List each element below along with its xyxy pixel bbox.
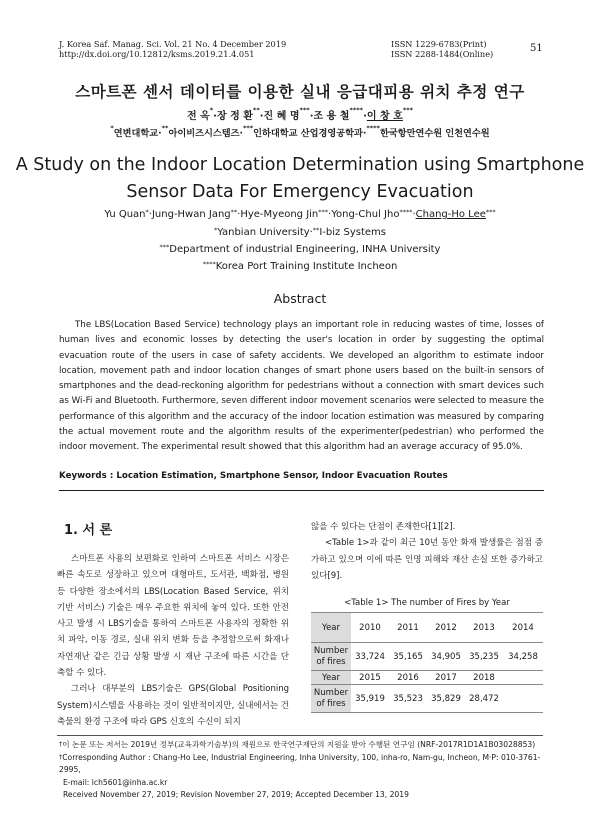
table-cell-empty	[503, 685, 543, 713]
table-cell: 2015	[351, 671, 389, 685]
table-cell: 2010	[351, 613, 389, 643]
left-column	[57, 551, 289, 730]
table-cell: 33,724	[351, 643, 389, 671]
issn-print: ISSN 1229-6783(Print)	[391, 39, 487, 49]
table-cell: 35,523	[389, 685, 427, 713]
received-dates: Received November 27, 2019; Revision November 27, 2019; Accepted December 13, 2019	[63, 790, 409, 799]
issn-online: ISSN 2288-1484(Online)	[391, 49, 494, 59]
journal-citation: J. Korea Saf. Manag. Sci. Vol. 21 No. 4 December 2019	[59, 39, 287, 49]
table-cell: 35,165	[389, 643, 427, 671]
korean-authors: 전 옥*·장 정 환**·진 혜 명***·조 용 철****·이 창 호***	[186, 106, 414, 122]
corresponding-author: Chang-Ho Lee	[415, 209, 486, 220]
table-cell: 2018	[465, 671, 503, 685]
footnotes	[59, 739, 549, 802]
table-caption: <Table 1> The number of Fires by Year	[344, 598, 510, 608]
fires-table	[311, 612, 543, 713]
table-row	[311, 613, 543, 643]
table-row	[311, 643, 543, 671]
author-ko: 전 옥	[186, 111, 210, 122]
table-cell: 2012	[427, 613, 465, 643]
table-row-header: Year	[311, 671, 351, 685]
english-affiliation-2: ***Department of industrial Engineering, INHA University	[159, 243, 441, 255]
keywords-list: Location Estimation, Smartphone Sensor, Indoor Evacuation Routes	[116, 471, 448, 481]
keywords	[59, 471, 544, 481]
table-row-header: Number of fires	[311, 685, 351, 713]
table-row	[311, 671, 543, 685]
table-cell: 2014	[503, 613, 543, 643]
korean-affiliations: *연변대학교·**아이비즈시스템즈·***인하대학교 산업경영공학과·****한국항만연수원 인천연수원	[110, 124, 490, 139]
paragraph: 스마트폰 사용의 보편화로 인하여 스마트폰 서비스 시장은 빠른 속도로 성장하고 있으며 대형마트, 도서관, 백화점, 병원 등 다양한 장소에서의 LBS(Location Based Service, 위치 기반 서비스) 기술은 매우 주요한 위치에 놓여 있다. 또한 안전사고 발생 시 LBS기술을 통하여 스마트폰 사용자의 정확한 위치 파악, 이동 경로, 실내 위치 변화 등을 추정함으로써 화재나 자연재난 같은 긴급 상황 발생 시 재난 구조에 따른 시간을 단축할 수 있다.	[57, 554, 289, 679]
abstract-body: The LBS(Location Based Service) technology plays an important role in reducing wastes of time, losses of human lives and economic losses by detecting the user's location in order by suggesting the optimal evacuation route of the users in case of safety accidents. We developed an algorithm to estimate indoor location, movement path and indoor location changes of smart phone users based on the built-in sensors of smartphones and the dead-reckoning algorithm for pedestrians without a connection with smart devices such as Wi-Fi and Bluetooth. Furthermore, seven different indoor movement scenarios were selected to measure the performance of this algorithm and the accuracy of the indoor location estimation was measured by comparing the actual movement route and the algorithm results of the experimenter(pedestrian) who performed the indoor movement. The experimental result showed that this algorithm had an average accuracy of 95.0%.	[59, 320, 544, 453]
table-cell: 2013	[465, 613, 503, 643]
english-authors: Yu Quan*·Jung-Hwan Jang**·Hye-Myeong Jin***·Yong-Chul Jho****·Chang-Ho Lee***	[104, 208, 496, 220]
table-cell: 28,472	[465, 685, 503, 713]
english-title-line-1: A Study on the Indoor Location Determination using Smartphone	[15, 155, 585, 175]
section-divider	[59, 490, 544, 491]
abstract-heading: Abstract	[273, 291, 327, 306]
author-ko: 장 정 환	[216, 111, 253, 122]
keywords-label: Keywords :	[59, 471, 117, 481]
english-affiliation-3: ****Korea Port Training Institute Incheon	[202, 260, 398, 272]
email-footnote[interactable]: E-mail: lch5601@inha.ac.kr	[63, 777, 168, 787]
page-number: 51	[530, 43, 543, 54]
table-row-header: Year	[311, 613, 351, 643]
table-cell: 35,919	[351, 685, 389, 713]
corresponding-footnote: †Corresponding Author : Chang-Ho Lee, Industrial Engineering, Inha University, 100, inha-ro, Nam-gu, Incheon, M·P: 010-3761-2995,	[59, 752, 541, 774]
author-ko-corresponding: 이 창 호	[366, 111, 403, 122]
author-ko: 조 용 철	[313, 111, 350, 122]
paragraph: 그러나 대부분의 LBS기술은 GPS(Global Positioning System)시스템을 사용하는 것이 일반적이지만, 실내에서는 건축물의 환경 구조에 따라 GPS 신호의 수신이 되지	[57, 684, 289, 727]
right-column	[311, 519, 543, 584]
table-cell: 2016	[389, 671, 427, 685]
funding-footnote: †이 논문 또는 저서는 2019년 정부(교육과학기술부)의 재원으로 한국연구재단의 지원을 받아 수행된 연구임 (NRF-2017R1D1A1B03028853)	[59, 740, 536, 749]
table-cell-empty	[503, 671, 543, 685]
paragraph-continued: 않을 수 있다는 단점이 존재한다[1][2].	[311, 522, 456, 532]
table-cell: 2011	[389, 613, 427, 643]
english-title-line-2: Sensor Data For Emergency Evacuation	[126, 182, 474, 202]
section-heading: 1. 서 론	[64, 523, 113, 538]
footnote-divider	[57, 735, 543, 736]
english-affiliation-1: *Yanbian University·**I-biz Systems	[214, 226, 386, 238]
paragraph: <Table 1>과 같이 최근 10년 동안 화재 발생률은 점점 증가하고 있으며 이에 따른 인명 피해와 재산 손실 또한 증가하고 있다[9].	[311, 538, 543, 581]
table-cell: 35,235	[465, 643, 503, 671]
table-row-header: Number of fires	[311, 643, 351, 671]
doi-link[interactable]: http://dx.doi.org/10.12812/ksms.2019.21.4.051	[59, 49, 255, 59]
table-cell: 34,905	[427, 643, 465, 671]
korean-title: 스마트폰 센서 데이터를 이용한 실내 응급대피용 위치 추정 연구	[75, 83, 525, 101]
author-ko: 진 혜 명	[263, 111, 300, 122]
table-row	[311, 685, 543, 713]
table-cell: 2017	[427, 671, 465, 685]
table-cell: 35,829	[427, 685, 465, 713]
table-cell: 34,258	[503, 643, 543, 671]
